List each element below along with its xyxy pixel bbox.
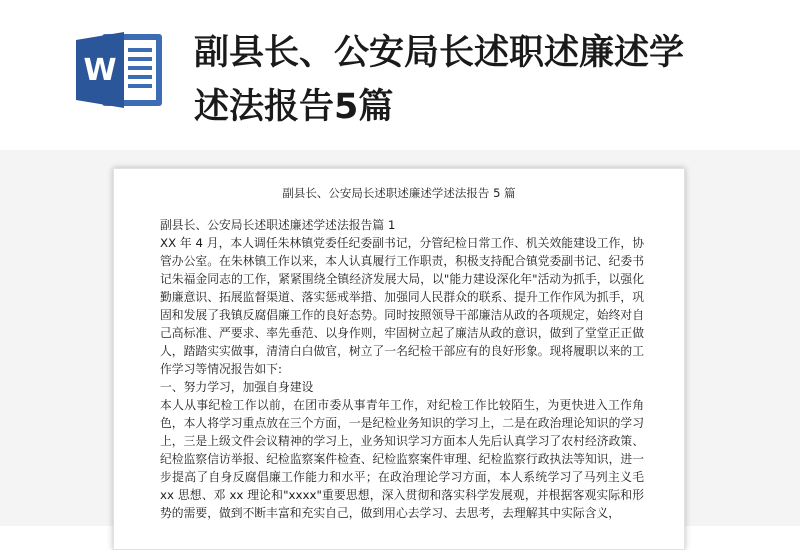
document-page	[113, 168, 685, 550]
subsection-heading: 一、努力学习，加强自身建设	[160, 380, 314, 394]
header-band	[0, 0, 800, 150]
page-title-line-2: 述法报告5篇	[194, 87, 394, 127]
paragraph: XX 年 4 月，本人调任朱林镇党委任纪委副书记，分管纪检日常工作、机关效能建设工作，协管办公室。在朱林镇工作以来，本人认真履行工作职责，积极支持配合镇党委副书记、纪委书记朱福金同志的工作，紧紧围绕全镇经济发展大局，以"能力建设深化年"活动为抓手，以强化勤廉意识、拓展监督渠道、落实惩戒举措、加强同人民群众的联系、提升工作作风为抓手，巩固和发展了我镇反腐倡廉工作的良好态势。同时按照领导干部廉洁从政的各项规定，始终对自己高标准、严要求、率先垂范、以身作则，牢固树立起了廉洁从政的意识，做到了堂堂正正做人，踏踏实实做事，清清白白做官，树立了一名纪检干部应有的良好形象。现将履职以来的工作学习等情况报告如下:	[160, 236, 644, 376]
word-document-icon	[74, 30, 166, 110]
page-title	[194, 26, 774, 134]
logo-letter: W	[83, 53, 117, 88]
document-heading: 副县长、公安局长述职述廉述学述法报告 5 篇	[282, 186, 516, 200]
page-title-line-1: 副县长、公安局长述职述廉述学	[194, 33, 685, 73]
section-title: 副县长、公安局长述职述廉述学述法报告篇 1	[160, 218, 396, 232]
paragraph: 本人从事纪检工作以前，在团市委从事青年工作，对纪检工作比较陌生，为更快进入工作角色，本人将学习重点放在三个方面，一是纪检业务知识的学习上，二是在政治理论知识的学习上，三是上级文件会议精神的学习上，业务知识学习方面本人先后认真学习了农村经济政策、纪检监察信访举报、纪检监察案件检查、纪检监察案件审理、纪检监察行政执法等知识，进一步提高了自身反腐倡廉工作能力和水平；在政治理论学习方面，本人系统学习了马列主义毛 xx 思想、邓 xx 理论和"xxxx"重要思想，深入贯彻和落实科学发展观，并根据客观实际和形势的需要，做到不断丰富和充实自己，做到用心去学习、去思考，去理解其中实际含义，	[160, 398, 644, 520]
document-body	[160, 216, 644, 522]
